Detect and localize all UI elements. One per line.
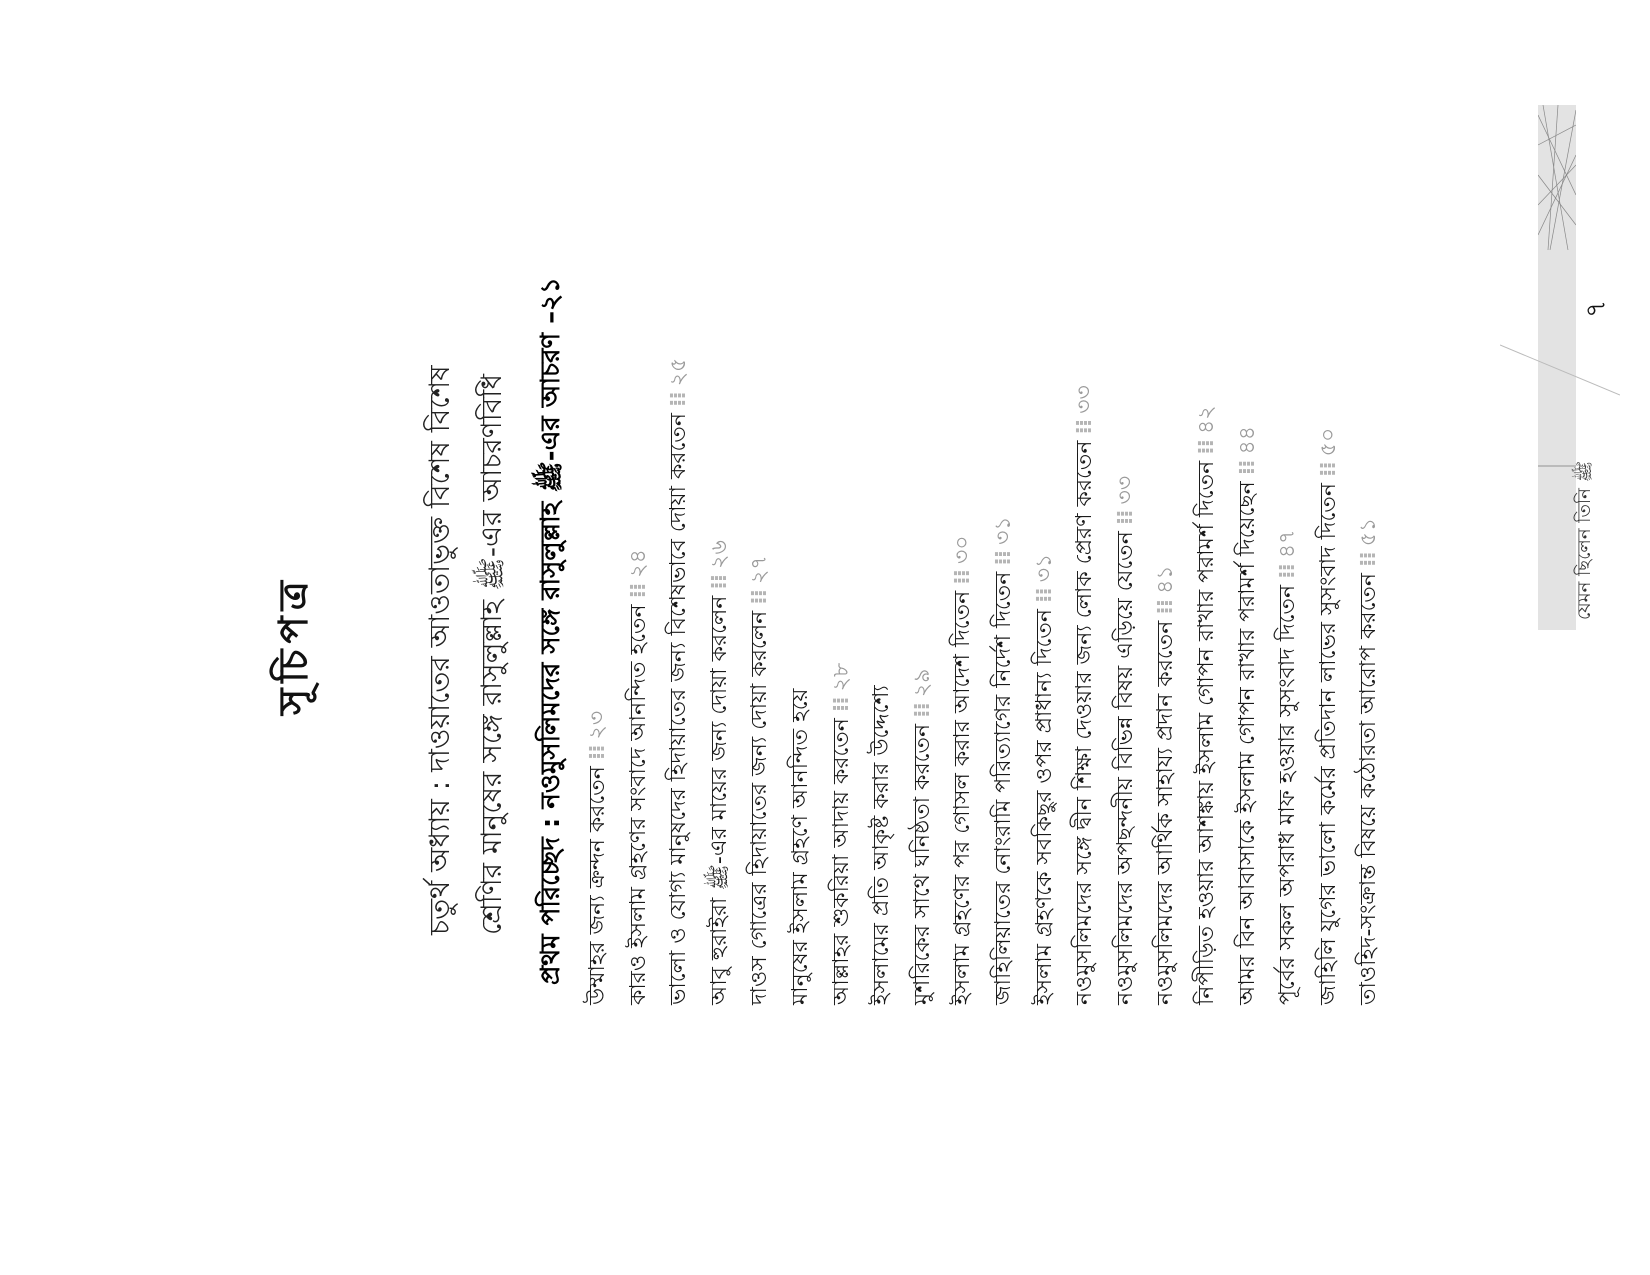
leader-dots: ⁞⁞ xyxy=(1234,460,1260,476)
toc-entry-page: ৩৩ xyxy=(1072,385,1098,414)
leader-dots: ⁞⁞ xyxy=(706,574,732,590)
toc-entry-page: ৩০ xyxy=(950,535,976,564)
chapter-heading-line-2: শ্রেণির মানুষের সঙ্গে রাসুলুল্লাহ ﷺ-এর আচরণবিধি xyxy=(475,373,508,935)
toc-entry-page: ২৬ xyxy=(706,540,732,569)
toc-entry xyxy=(1108,476,1145,1005)
leader-dots: ⁞⁞ xyxy=(991,550,1016,566)
toc-entry-text: আল্লাহর শুকরিয়া আদায় করতেন xyxy=(828,718,854,1005)
toc-entry-text: নওমুসলিমদের সঙ্গে দ্বীন শিক্ষা দেওয়ার জন্য লোক প্রেরণ করতেন xyxy=(1072,440,1098,1005)
toc-entry-page: ৪৪ xyxy=(1234,425,1260,455)
leader-dots: ⁞⁞ xyxy=(1072,419,1098,435)
toc-entry-text: মুশরিকের সাথে ঘনিষ্ঠতা করতেন xyxy=(909,723,935,1005)
toc-entry-text: ইসলামের প্রতি আকৃষ্ট করার উদ্দেশ্যে xyxy=(869,685,895,1005)
chapter-heading-line-1: চতুর্থ অধ্যায় : দাওয়াতের আওতাভুক্ত বিশেষ বিশেষ xyxy=(423,365,456,935)
running-header-book-title: যেমন ছিলেন তিনি ﷺ xyxy=(1574,460,1595,620)
toc-entry-page: ৪৭ xyxy=(1275,529,1301,559)
toc-entry-text: মানুষের ইসলাম গ্রহণে আনন্দিত হয়ে xyxy=(788,688,813,1005)
toc-entry-text: ভালো ও যোগ্য মানুষদের হিদায়াতের জন্য বিশেষভাবে দোয়া করতেন xyxy=(666,413,692,1005)
toc-entry xyxy=(1189,405,1226,1005)
toc-entry-page: ৫০ xyxy=(1315,427,1341,457)
toc-entry xyxy=(986,516,1023,1005)
toc-entry-page: ২৩ xyxy=(585,710,610,740)
toc-entry xyxy=(1148,565,1185,1005)
toc-entry xyxy=(621,549,658,1005)
leader-dots: ⁞⁞ xyxy=(1112,510,1138,526)
leader-dots: ⁞⁞ xyxy=(625,583,651,599)
toc-entry xyxy=(1067,385,1104,1005)
decorative-lines-icon xyxy=(1538,105,1576,250)
page-number: ৭ xyxy=(1579,299,1612,318)
toc-entry-page: ৫১ xyxy=(1356,517,1382,547)
leader-dots: ⁞⁞ xyxy=(747,589,773,605)
toc-entry xyxy=(1351,518,1388,1005)
toc-entry xyxy=(945,535,982,1005)
toc-entry-page: ২৯ xyxy=(909,668,935,698)
leader-dots: ⁞⁞ xyxy=(1031,588,1057,604)
toc-entry-text: কারও ইসলাম গ্রহণের সংবাদে আনন্দিত হতেন xyxy=(625,604,651,1005)
toc-entry xyxy=(580,711,617,1005)
toc-entry xyxy=(742,555,779,1005)
leader-dots: ⁞⁞ xyxy=(1315,462,1341,478)
toc-entry-page: ২৪ xyxy=(625,549,651,578)
toc-entry-text: ইসলাম গ্রহণের পর গোসল করার আদেশ দিতেন xyxy=(950,590,976,1005)
toc-entry-text: জাহিলি যুগের ভালো কর্মের প্রতিদান লাভের সুসংবাদ দিতেন xyxy=(1315,483,1341,1005)
toc-entry-text: দাওস গোত্রের হিদায়াতের জন্য দোয়া করলেন xyxy=(747,610,773,1005)
toc-entry xyxy=(824,663,861,1005)
toc-title: সূচিপত্র xyxy=(271,575,317,715)
leader-dots: ⁞⁞ xyxy=(666,392,692,408)
toc-entry xyxy=(702,540,739,1005)
toc-entry-text: আমর বিন আবাসাকে ইসলাম গোপন রাখার পরামর্শ দিয়েছেন xyxy=(1234,481,1260,1005)
leader-dots: ⁞⁞ xyxy=(585,745,610,761)
toc-entry-text: পূর্বের সকল অপরাধ মাফ হওয়ার সুসংবাদ দিতেন xyxy=(1275,584,1301,1005)
leader-dots: ⁞⁞ xyxy=(1275,564,1301,579)
toc-entry xyxy=(864,685,901,1005)
toc-entry-page: ৪১ xyxy=(1153,565,1179,594)
leader-dots: ⁞⁞ xyxy=(1356,552,1382,567)
toc-entry-text: নিপীড়িত হওয়ার আশঙ্কায় ইসলাম গোপন রাখার পরামর্শ দিতেন xyxy=(1194,460,1219,1005)
section-heading: প্রথম পরিচ্ছেদ : নওমুসলিমদের সঙ্গে রাসুলুল্লাহ ﷺ-এর আচরণ –২১ xyxy=(536,277,566,985)
toc-entry-text: নওমুসলিমদের আর্থিক সাহায্য প্রদান করতেন xyxy=(1153,620,1179,1005)
leader-dots: ⁞⁞ xyxy=(909,703,935,718)
leader-dots: ⁞⁞ xyxy=(950,570,976,585)
toc-entry-text: তাওহিদ-সংক্রান্ত বিষয়ে কঠোরতা আরোপ করতেন xyxy=(1356,572,1382,1005)
toc-entry xyxy=(1230,426,1267,1005)
leader-dots: ⁞⁞ xyxy=(1194,440,1219,455)
leader-dots: ⁞⁞ xyxy=(828,697,854,713)
toc-entry-text: উম্মাহর জন্য ক্রন্দন করতেন xyxy=(585,766,610,1005)
toc-entry-text: ইসলাম গ্রহণকে সবকিছুর ওপর প্রাধান্য দিতেন xyxy=(1031,609,1057,1005)
toc-entry xyxy=(783,688,820,1005)
toc-entry xyxy=(1027,554,1064,1005)
toc-entry-page: ৪২ xyxy=(1194,405,1219,435)
toc-entry-text: নওমুসলিমদের অপছন্দনীয় বিভিন্ন বিষয় এড়িয়ে যেতেন xyxy=(1112,531,1138,1005)
toc-entry xyxy=(1311,428,1348,1005)
toc-entry-page: ৩১ xyxy=(991,516,1016,545)
toc-entry-text: জাহিলিয়াতের নোংরামি পরিত্যাগের নির্দেশ দিতেন xyxy=(991,571,1016,1005)
toc-entry-page: ২৭ xyxy=(747,555,773,584)
toc-entry xyxy=(905,669,942,1005)
leader-dots: ⁞⁞ xyxy=(1153,599,1179,615)
toc-entry xyxy=(1270,530,1307,1005)
toc-entry-page: ২৫ xyxy=(666,357,692,387)
toc-entry xyxy=(661,358,698,1005)
toc-entry-page: ৩৩ xyxy=(1112,475,1138,505)
toc-entry-page: ২৮ xyxy=(828,662,854,692)
toc-entry-text: আবু হুরাইরা ﷺ-এর মায়ের জন্য দোয়া করলেন xyxy=(706,595,732,1005)
slash-decoration-icon xyxy=(1500,340,1620,400)
toc-entry-page: ৩১ xyxy=(1031,553,1057,583)
